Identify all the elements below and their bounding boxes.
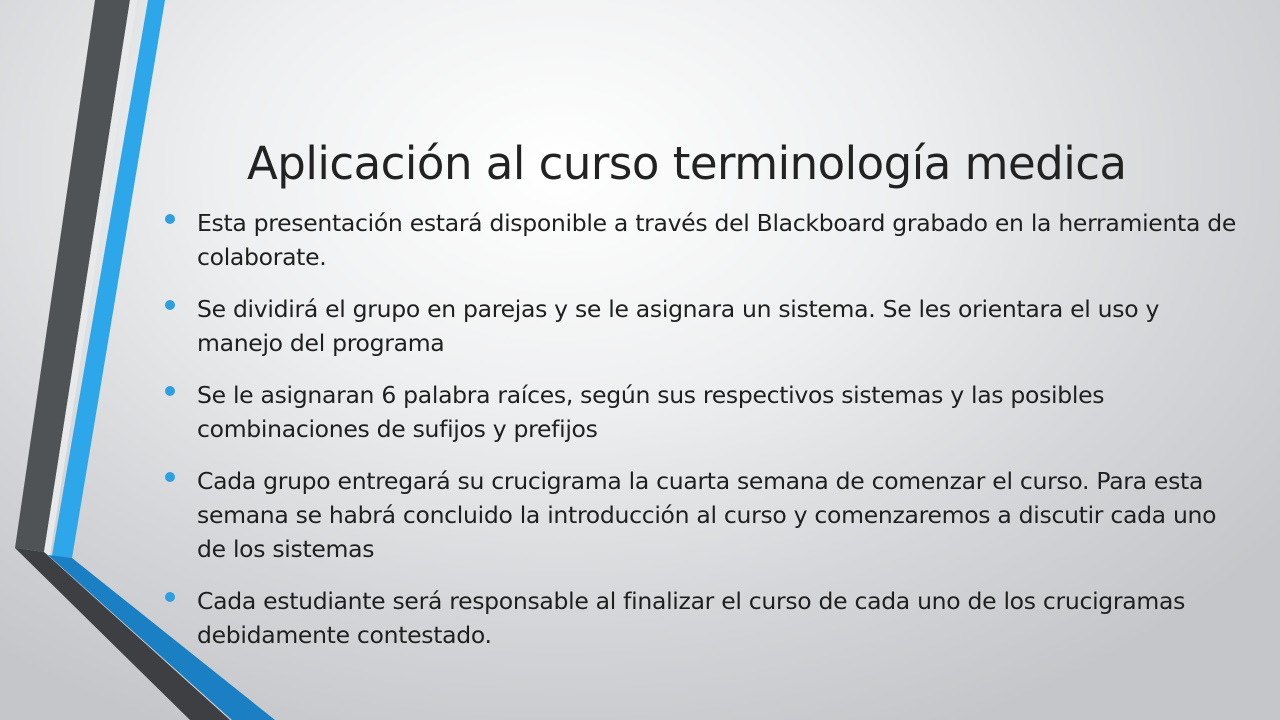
bullet-text: Se dividirá el grupo en parejas y se le asignara un sistema. Se les orientara el uso y manejo del programa [197, 295, 1160, 357]
list-item [165, 378, 1245, 446]
list-item [165, 584, 1245, 652]
bullet-dot-icon [165, 592, 175, 602]
bullet-text: Se le asignaran 6 palabra raíces, según sus respectivos sistemas y las posibles combinaciones de sufijos y prefijos [197, 381, 1105, 443]
bullet-text: Cada estudiante será responsable al finalizar el curso de cada uno de los crucigramas debidamente contestado. [197, 587, 1186, 649]
bullet-dot-icon [165, 214, 175, 224]
bullet-list [165, 206, 1245, 670]
slide-title: Aplicación al curso terminología medica [247, 137, 1127, 190]
bullet-dot-icon [165, 386, 175, 396]
list-item [165, 292, 1245, 360]
bullet-dot-icon [165, 472, 175, 482]
list-item [165, 464, 1245, 566]
bullet-text: Esta presentación estará disponible a través del Blackboard grabado en la herramienta de colaborate. [197, 209, 1237, 271]
list-item [165, 206, 1245, 274]
bullet-dot-icon [165, 300, 175, 310]
bullet-text: Cada grupo entregará su crucigrama la cuarta semana de comenzar el curso. Para esta semana se habrá concluido la introducción al curso y comenzaremos a discutir cada uno de los sistemas [197, 467, 1217, 563]
